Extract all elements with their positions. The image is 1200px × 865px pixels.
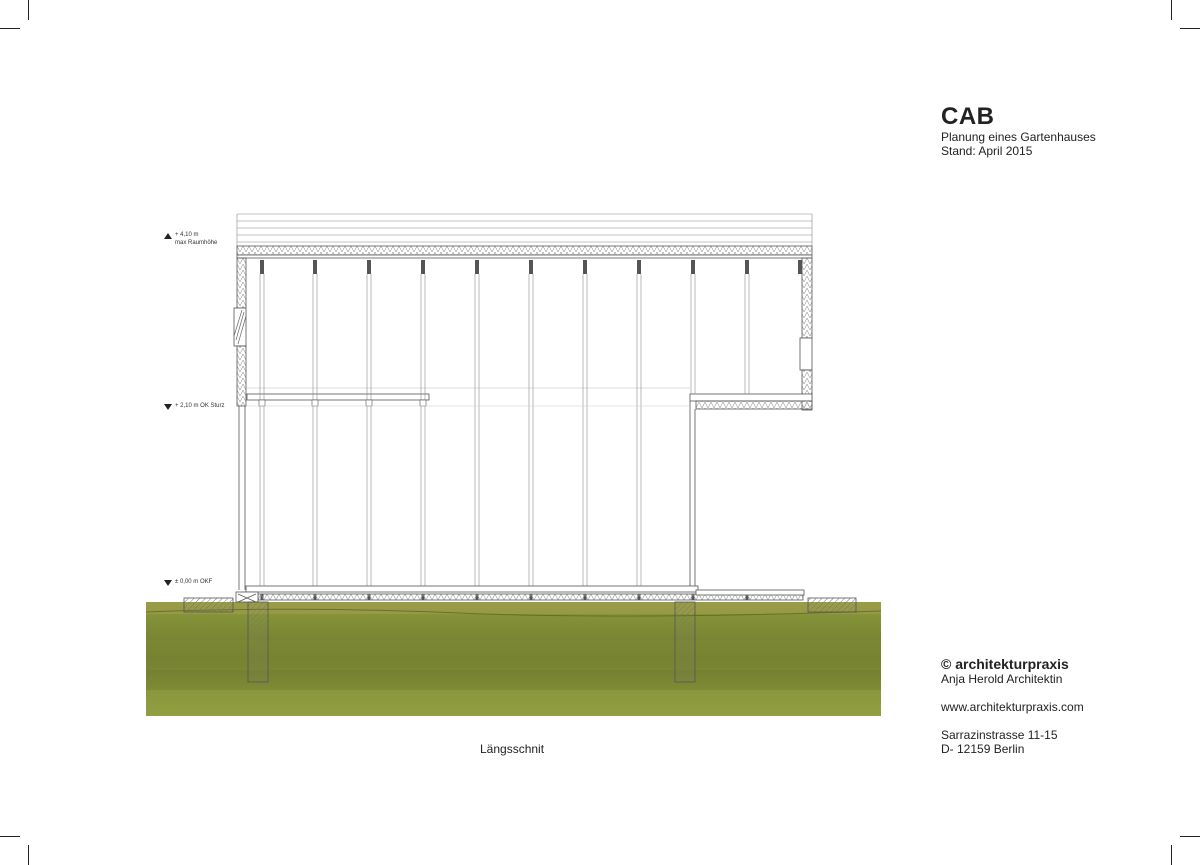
office-street: Sarrazinstrasse 11-15	[941, 728, 1058, 742]
project-title: CAB	[941, 103, 995, 130]
left-wall	[234, 258, 246, 590]
rafter-block	[421, 260, 425, 274]
office-architect: Anja Herold Architektin	[941, 672, 1063, 686]
level-arrow-up-icon	[164, 233, 172, 239]
rafter-block	[691, 260, 695, 274]
stud-group	[259, 260, 802, 600]
roof-slab	[237, 246, 812, 258]
paving-slab-right	[808, 598, 856, 612]
level-top-value: + 4,10 m	[175, 232, 199, 238]
rafter-block	[475, 260, 479, 274]
upper-floor-ledge	[690, 394, 812, 590]
level-top-description: max Raumhöhe	[175, 240, 218, 246]
right-wall	[800, 258, 812, 410]
lintel-connector	[420, 400, 426, 406]
floor-slab	[236, 586, 804, 602]
rafter-block	[798, 260, 802, 274]
rafter-block	[637, 260, 641, 274]
foundation-right	[675, 602, 695, 682]
rafter-block	[367, 260, 371, 274]
foundation-left	[248, 602, 268, 682]
project-subtitle: Planung eines Gartenhauses	[941, 130, 1096, 144]
level-floor-label: ± 0,00 m OKF	[175, 579, 213, 585]
level-mid-label: + 2,10 m OK Sturz	[175, 403, 225, 409]
office-city: D- 12159 Berlin	[941, 742, 1025, 756]
drawing-caption: Längsschnit	[480, 742, 545, 756]
office-block	[941, 656, 1181, 756]
lintel-connector	[259, 400, 265, 406]
rafter-block	[583, 260, 587, 274]
rafter-block	[260, 260, 264, 274]
lintel-beam	[246, 388, 690, 400]
lintel-connector	[366, 400, 372, 406]
rafter-block	[529, 260, 533, 274]
project-date: Stand: April 2015	[941, 144, 1033, 158]
rafter-block	[313, 260, 317, 274]
title-block	[941, 104, 1181, 158]
rafter-block	[745, 260, 749, 274]
lintel-connector	[312, 400, 318, 406]
office-website[interactable]: www.architekturpraxis.com	[941, 700, 1084, 714]
paving-slab-left	[184, 598, 233, 612]
level-arrow-down-icon	[164, 580, 172, 586]
office-name: © architekturpraxis	[941, 656, 1069, 672]
roof-layers	[237, 214, 812, 246]
level-arrow-down-icon	[164, 404, 172, 410]
